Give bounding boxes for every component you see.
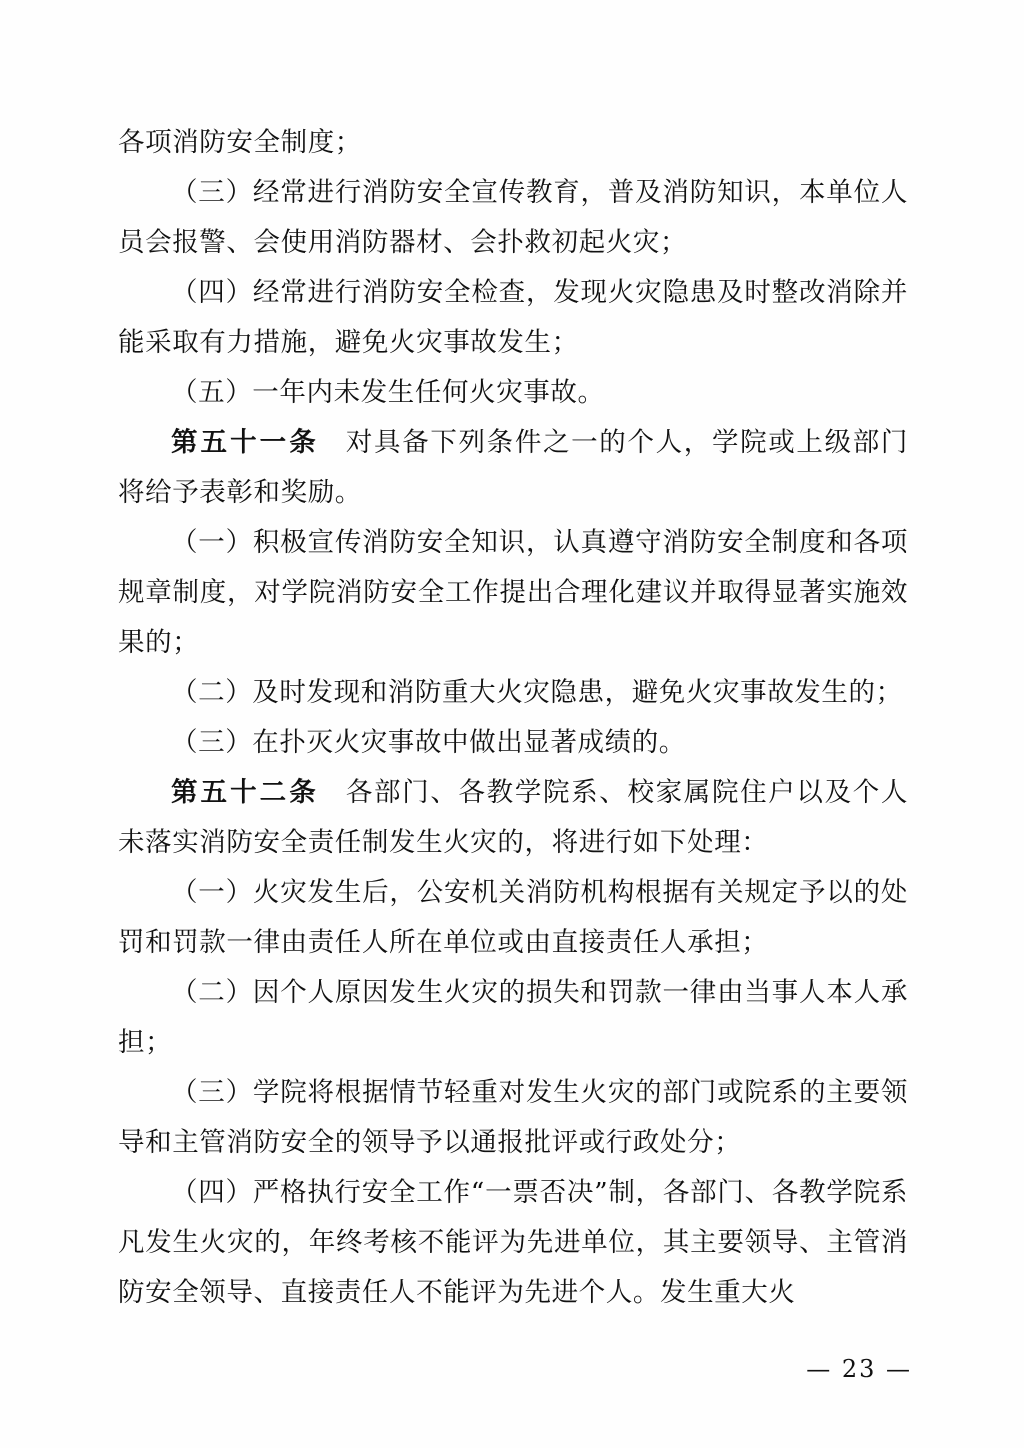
paragraph-continued: 各项消防安全制度；	[118, 127, 362, 158]
paragraph-52-item-four: （四）严格执行安全工作“一票否决”制，各部门、各教学院系凡发生火灾的，年终考核不能评为先进单位，其主要领导、主管消防安全领导、直接责任人不能评为先进个人。发生重大火	[118, 1177, 908, 1308]
paragraph-51-item-one: （一）积极宣传消防安全知识，认真遵守消防安全制度和各项规章制度，对学院消防安全工作提出合理化建议并取得显著实施效果的；	[118, 527, 908, 658]
paragraph-52-item-one: （一）火灾发生后，公安机关消防机构根据有关规定予以的处罚和罚款一律由责任人所在单位或由直接责任人承担；	[118, 877, 908, 958]
paragraph-item-four: （四）经常进行消防安全检查，发现火灾隐患及时整改消除并能采取有力措施，避免火灾事故发生；	[118, 277, 908, 358]
paragraph-item-three: （三）经常进行消防安全宣传教育，普及消防知识，本单位人员会报警、会使用消防器材、会扑救初起火灾；	[118, 177, 908, 258]
article-51-text: 对具备下列条件之一的个人，学院或上级部门将给予表彰和奖励。	[118, 427, 909, 508]
paragraph-item-five: （五）一年内未发生任何火灾事故。	[171, 377, 605, 408]
article-52-text: 各部门、各教学院系、校家属院住户以及个人未落实消防安全责任制发生火灾的，将进行如下处理：	[118, 777, 909, 858]
paragraph-52-item-three: （三）学院将根据情节轻重对发生火灾的部门或院系的主要领导和主管消防安全的领导予以通报批评或行政处分；	[118, 1077, 908, 1158]
paragraph-52-item-two: （二）因个人原因发生火灾的损失和罚款一律由当事人本人承担；	[118, 977, 908, 1058]
paragraph-51-item-two: （二）及时发现和消防重大火灾隐患，避免火灾事故发生的；	[171, 677, 903, 708]
paragraph-article-51	[118, 418, 908, 518]
paragraph-51-item-three: （三）在扑灭火灾事故中做出显著成绩的。	[171, 727, 686, 758]
page-text-body	[118, 118, 908, 1318]
article-52-heading: 第五十二条	[171, 777, 319, 808]
article-51-heading: 第五十一条	[171, 427, 319, 458]
page-number: — 23 —	[806, 1355, 912, 1383]
paragraph-article-52	[118, 768, 908, 868]
